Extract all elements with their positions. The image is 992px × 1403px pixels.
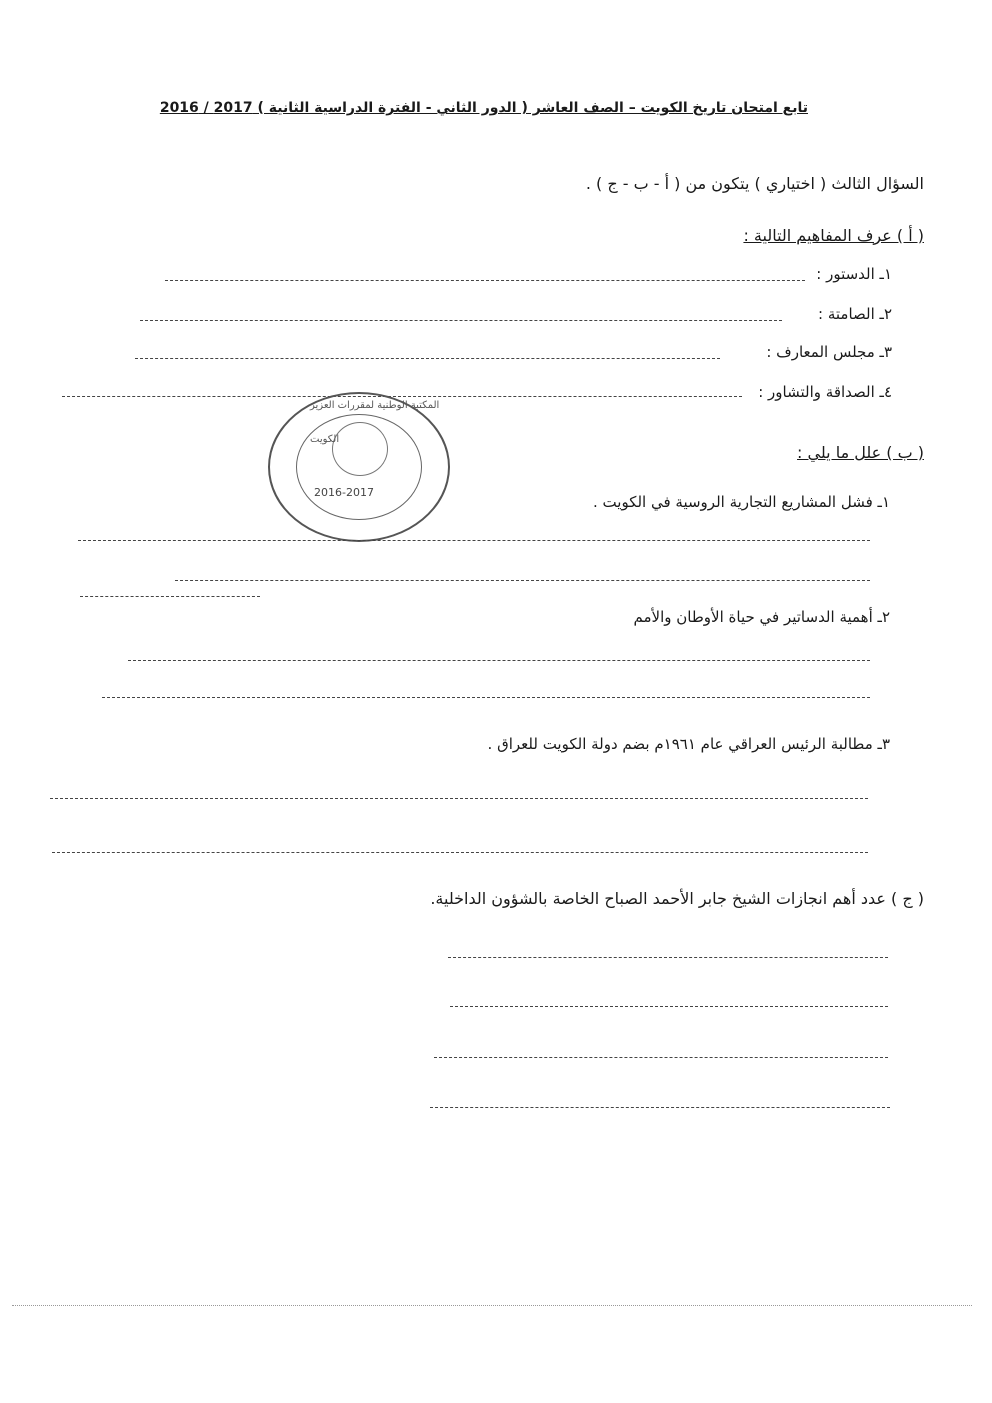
answer-line — [135, 358, 720, 359]
page-header — [158, 100, 808, 116]
answer-line — [430, 1107, 890, 1108]
answer-line — [102, 697, 870, 698]
reason-item-3: ٣ـ مطالبة الرئيس العراقي عام ١٩٦١م بضم دولة الكويت للعراق . — [487, 735, 890, 753]
answer-line — [128, 660, 870, 661]
reason-item-2: ٢ـ أهمية الدساتير في حياة الأوطان والأمم — [633, 608, 890, 626]
question-3-title: السؤال الثالث ( اختياري ) يتكون من ( أ - ب - ج ) . — [585, 174, 924, 193]
answer-line — [78, 540, 870, 541]
definition-item-2: ٢ـ الصامتة : — [818, 305, 892, 323]
school-stamp — [268, 392, 450, 542]
header-title: تابع امتحان تاريخ الكويت – الصف العاشر ( الدور الثاني - الفترة الدراسية الثانية ) — [257, 100, 808, 116]
header-years: 2017 / 2016 — [159, 100, 253, 116]
answer-line — [140, 320, 782, 321]
answer-line — [448, 957, 888, 958]
definition-item-1: ١ـ الدستور : — [816, 265, 892, 283]
answer-line — [165, 280, 805, 281]
section-b-title: ( ب ) علل ما يلي : — [797, 443, 924, 462]
answer-line — [52, 852, 868, 853]
reason-item-1: ١ـ فشل المشاريع التجارية الروسية في الكويت . — [593, 493, 890, 511]
section-a-title: ( أ ) عرف المفاهيم التالية : — [743, 226, 924, 245]
emblem-icon — [332, 422, 388, 476]
answer-line — [62, 396, 742, 397]
stamp-label: الكويت — [310, 434, 340, 445]
stamp-ring-text: المكتبة الوطنية لمقررات العزيز — [310, 400, 440, 411]
definition-item-4: ٤ـ الصداقة والتشاور : — [758, 383, 892, 401]
answer-line — [50, 798, 868, 799]
answer-line — [80, 596, 260, 597]
answer-line — [450, 1006, 888, 1007]
scan-noise — [12, 1305, 972, 1306]
answer-line — [434, 1057, 888, 1058]
definition-item-3: ٣ـ مجلس المعارف : — [766, 343, 892, 361]
answer-line — [175, 580, 870, 581]
section-c-title: ( ج ) عدد أهم انجازات الشيخ جابر الأحمد الصباح الخاصة بالشؤون الداخلية. — [430, 889, 924, 908]
stamp-years: 2016-2017 — [314, 486, 374, 499]
